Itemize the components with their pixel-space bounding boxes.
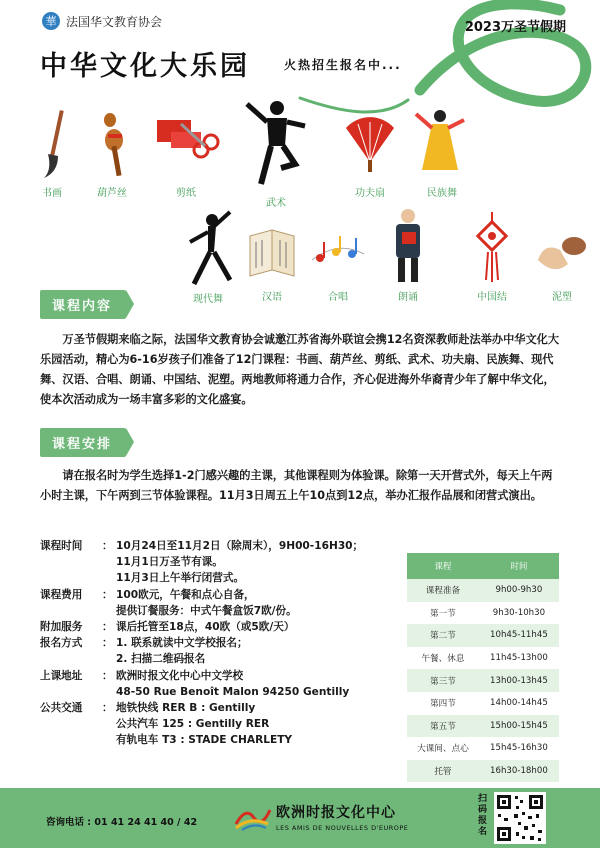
scan-label: 扫码报名 bbox=[478, 794, 488, 837]
info-value: 48-50 Rue Benoît Malon 94250 Gentilly bbox=[116, 685, 350, 698]
info-key: 课程时间 bbox=[40, 540, 83, 552]
info-value: 地铁快线 RER B : Gentilly bbox=[116, 702, 256, 715]
music-notes-icon bbox=[308, 220, 368, 284]
table-cell: 16h30-18h00 bbox=[479, 760, 559, 783]
page-title: 中华文化大乐园 bbox=[40, 51, 250, 82]
info-fee: 课程费用 ： 100欧元，午餐和点心自备， 提供订餐服务：中式午餐盒饭7欧/份。 bbox=[40, 587, 400, 619]
org-emblem-icon: 華 bbox=[42, 12, 60, 30]
fan-icon bbox=[342, 106, 398, 180]
table-row bbox=[407, 737, 559, 760]
table-cell: 9h00-9h30 bbox=[479, 579, 559, 602]
center-emblem-icon bbox=[232, 802, 272, 832]
edition-label: 2023万圣节假期 bbox=[464, 20, 566, 35]
course-label: 民族舞 bbox=[427, 188, 457, 199]
table-cell: 14h00-14h45 bbox=[479, 692, 559, 715]
table-cell: 第一节 bbox=[407, 602, 479, 625]
course-label: 现代舞 bbox=[193, 294, 223, 305]
table-cell: 大课间、点心 bbox=[407, 737, 479, 760]
info-key: 附加服务 bbox=[40, 621, 83, 634]
table-row bbox=[407, 579, 559, 602]
folk-dancer-icon bbox=[414, 106, 470, 180]
table-row bbox=[407, 669, 559, 692]
course-label: 功夫扇 bbox=[355, 188, 385, 199]
timetable-header-time: 时间 bbox=[479, 553, 559, 579]
info-extra: 附加服务 ： 课后托管至18点，40欧（或5欧/天） bbox=[40, 619, 400, 635]
course-clay bbox=[522, 220, 600, 303]
table-cell: 第三节 bbox=[407, 669, 479, 692]
table-cell: 第四节 bbox=[407, 692, 479, 715]
info-time: 课程时间 ： 10月24日至11月2日（除周末），9H00-16H30； 11月1日万圣节有课。 11月3日上午举行闭营式。 bbox=[40, 538, 400, 587]
modern-dancer-icon bbox=[178, 208, 238, 286]
course-recitation bbox=[368, 206, 448, 303]
section-heading-content: 课程内容 bbox=[40, 290, 126, 319]
course-label: 泥塑 bbox=[552, 292, 572, 303]
course-hulusi bbox=[72, 106, 152, 199]
info-value: 公共汽车 125 : Gentilly RER bbox=[116, 718, 270, 731]
center-name: 欧洲时报文化中心 bbox=[276, 805, 396, 821]
center-name-en: LES AMIS DE NOUVELLES D'EUROPE bbox=[276, 824, 409, 832]
info-address: 上课地址 ： 欧洲时报文化中心中文学校 48-50 Rue Benoît Malon 94250 Gentilly bbox=[40, 668, 400, 700]
content-paragraph: 万圣节假期来临之际，法国华文教育协会诚邀江苏省海外联谊会携12名资深教师赴法举办中华文化大乐园活动，精心为6-16岁孩子们准备了12门课程：书画、葫芦丝、剪纸、武术、功夫扇、民族舞、现代舞、汉语、合唱、朗诵、中国结、泥塑。两地教师将通力合作，齐心促进海外华裔青少年了解中华文化，使本次活动成为一场丰富多彩的文化盛宴。 bbox=[40, 333, 560, 406]
info-value: 有轨电车 T3 : STADE CHARLETY bbox=[116, 734, 293, 747]
table-row bbox=[407, 624, 559, 647]
table-row bbox=[407, 692, 559, 715]
section-heading-schedule: 课程安排 bbox=[40, 428, 126, 457]
course-papercut bbox=[146, 106, 226, 199]
info-key: 课程费用 bbox=[40, 588, 83, 601]
scissors-icon bbox=[151, 106, 221, 180]
course-label: 汉语 bbox=[262, 292, 282, 303]
info-value: 课后托管至18点，40欧（或5欧/天） bbox=[116, 621, 295, 634]
info-value: 11月1日万圣节有课。 bbox=[116, 556, 223, 569]
course-label: 武术 bbox=[266, 198, 286, 209]
info-signup: 报名方式 ： 1. 联系就读中文学校报名； 2. 扫描二维码报名 bbox=[40, 635, 400, 667]
course-kungfu-fan bbox=[330, 106, 410, 199]
table-row bbox=[407, 602, 559, 625]
course-label: 剪纸 bbox=[176, 188, 196, 199]
info-value: 1. 联系就读中文学校报名； bbox=[116, 637, 248, 650]
course-label: 书画 bbox=[42, 188, 62, 199]
table-row bbox=[407, 647, 559, 670]
info-value: 提供订餐服务：中式午餐盒饭7欧/份。 bbox=[116, 604, 297, 617]
course-folk-dance bbox=[402, 106, 482, 199]
table-cell: 10h45-11h45 bbox=[479, 624, 559, 647]
info-key: 报名方式 bbox=[40, 637, 83, 650]
hulusi-icon bbox=[92, 106, 132, 180]
course-label: 葫芦丝 bbox=[97, 188, 127, 199]
table-row bbox=[407, 715, 559, 738]
page-subtitle: 火热招生报名中... bbox=[284, 58, 402, 72]
table-cell: 9h30-10h30 bbox=[479, 602, 559, 625]
table-row bbox=[407, 760, 559, 783]
table-cell: 午餐、休息 bbox=[407, 647, 479, 670]
table-cell: 第二节 bbox=[407, 624, 479, 647]
reciter-icon bbox=[380, 206, 436, 284]
info-value: 11月3日上午举行闭营式。 bbox=[116, 572, 245, 585]
course-choir bbox=[298, 220, 378, 303]
table-cell: 托管 bbox=[407, 760, 479, 783]
kungfu-icon bbox=[241, 96, 311, 190]
schedule-paragraph: 请在报名时为学生选择1-2门感兴趣的主课，其他课程则为体验课。除第一天开营式外，每天上午两小时主课，下午两到三节体验课程。11月3日周五上午10点到12点，举办汇报作品展和闭营式演出。 bbox=[40, 469, 553, 502]
org-name: 法国华文教育协会 bbox=[66, 14, 163, 29]
footer bbox=[0, 788, 600, 848]
table-cell: 11h45-13h00 bbox=[479, 647, 559, 670]
info-key: 公共交通 bbox=[40, 702, 83, 715]
info-value: 2. 扫描二维码报名 bbox=[116, 653, 206, 666]
info-value: 10月24日至11月2日（除周末），9H00-16H30； bbox=[116, 540, 364, 552]
table-cell: 第五节 bbox=[407, 715, 479, 738]
org-logo bbox=[42, 12, 162, 30]
info-key: 上课地址 bbox=[40, 669, 83, 682]
brush-icon bbox=[32, 106, 72, 180]
info-value: 100欧元，午餐和点心自备， bbox=[116, 588, 255, 601]
info-block bbox=[40, 538, 400, 749]
timetable bbox=[407, 553, 559, 782]
info-transport: 公共交通 ： 地铁快线 RER B : Gentilly 公共汽车 125 : Gentilly RER 有轨电车 T3 : STADE CHARLETY bbox=[40, 700, 400, 749]
contact-phone[interactable]: 咨询电话 : 01 41 24 41 40 / 42 bbox=[46, 817, 198, 828]
table-cell: 15h45-16h30 bbox=[479, 737, 559, 760]
info-value: 欧洲时报文化中心中文学校 bbox=[116, 669, 244, 682]
course-wushu bbox=[236, 96, 316, 209]
table-cell: 课程准备 bbox=[407, 579, 479, 602]
book-icon bbox=[244, 220, 300, 284]
table-cell: 15h00-15h45 bbox=[479, 715, 559, 738]
course-chinese-knot bbox=[452, 210, 532, 303]
course-label: 朗诵 bbox=[398, 292, 418, 303]
table-cell: 13h00-13h45 bbox=[479, 669, 559, 692]
chinese-knot-icon bbox=[464, 210, 520, 284]
timetable-header-course: 课程 bbox=[407, 553, 479, 579]
qr-code-icon[interactable] bbox=[494, 792, 546, 844]
clay-icon bbox=[534, 220, 590, 284]
course-label: 合唱 bbox=[328, 292, 348, 303]
course-label: 中国结 bbox=[477, 292, 507, 303]
center-logo bbox=[232, 802, 408, 832]
